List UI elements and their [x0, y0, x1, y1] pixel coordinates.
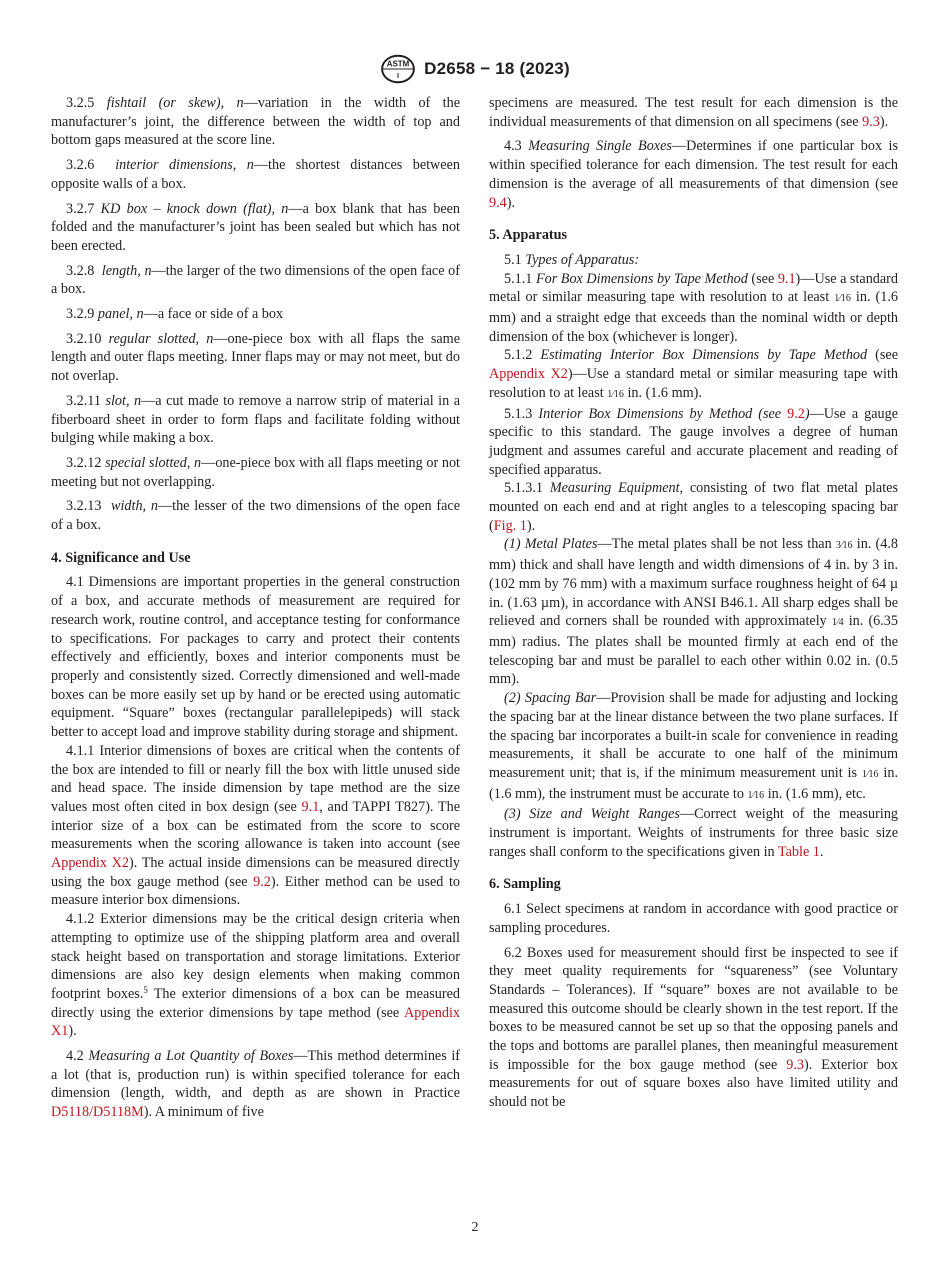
paragraph-4-1-1: 4.1.1 Interior dimensions of boxes are critical when the contents of the box are intended to fill or nearly fill the box with little unused side and head space. The inside dimension by tape method are the size values most often cited in box design (see 9.1, and TAPPI T827). The interior size of a box can be estimated from the score to score measurements when the scoring allowance is taken into account (see Appendix X2). The actual inside dimensions can be measured directly using the box gauge method (see 9.2). Either method can be used to measure interior box dimensions.	[51, 742, 460, 909]
footnote-ref: 5	[143, 984, 148, 995]
left-column	[51, 94, 460, 1122]
link-appendix-x1[interactable]: Appendix X1	[51, 1004, 460, 1040]
link-appendix-x2[interactable]: Appendix X2	[51, 855, 130, 872]
link-9-2-apparatus[interactable]: 9.2	[787, 405, 805, 422]
definition-3-2-13: 3.2.13 width, n—the lesser of the two dimensions of the open face of a box.	[51, 498, 461, 534]
page-header	[0, 52, 950, 86]
definition-3-2-5: 3.2.5 fishtail (or skew), n—variation in the width of the manufacturer’s joint, the difference between the width of top and bottom gaps measured at the score line.	[51, 95, 461, 149]
definition-3-2-11: 3.2.11 slot, n—a cut made to remove a narrow strip of material in a fiberboard sheet in order to form flaps and facilitate folding without bulging while making a box.	[51, 392, 460, 447]
link-fig-1[interactable]: Fig. 1	[493, 517, 527, 534]
link-table-1[interactable]: Table 1	[777, 843, 820, 860]
definition-3-2-7: 3.2.7 KD box – knock down (flat), n—a box blank that has been folded and the manufacturer’s joint has been sealed but which has not been erected.	[51, 200, 461, 254]
paragraph-5-1: 5.1 Types of Apparatus:	[504, 251, 640, 268]
logo-text: ASTM	[386, 59, 410, 69]
definition-3-2-12: 3.2.12 special slotted, n—one-piece box with all flaps meeting or not meeting but not overlapping.	[51, 454, 460, 490]
link-9-1[interactable]: 9.1	[301, 798, 320, 815]
paragraph-4-2-continued: specimens are measured. The test result for each dimension is the individual measurements of that dimension on all specimens (see 9.3).	[489, 95, 898, 130]
section-heading-4: 4. Significance and Use	[51, 549, 191, 566]
paragraph-4-1: 4.1 Dimensions are important properties in the general construction of a box, and accurate methods of measurement are required for research work, routine control, and acceptance testing for conformance to specifications. For packages to carry and protect their contents effectively and efficiently, boxes and interior components must be properly and consistently sized. Correctly dimensioned and well-made boxes can be more easily set up by hand or be erected using automatic equipment. “Square” boxes (rectangular parallelepipeds) will stack better to accept load and improve stability during storage and shipment.	[51, 574, 460, 741]
paragraph-4-2: 4.2 Measuring a Lot Quantity of Boxes—This method determines if a lot (that is, production run) is within specified tolerance for each dimension (length, width, and depth as are shown in Practice D5118/D5118M). A minimum of five	[51, 1048, 460, 1121]
definition-3-2-6: 3.2.6 interior dimensions, n—the shortest distances between opposite walls of a box.	[51, 157, 460, 192]
link-9-1-apparatus[interactable]: 9.1	[777, 270, 796, 287]
link-9-3-sampling[interactable]: 9.3	[786, 1056, 804, 1073]
link-9-4[interactable]: 9.4	[489, 194, 507, 211]
definition-3-2-8: 3.2.8 length, n—the larger of the two dimensions of the open face of a box.	[51, 262, 460, 298]
link-appendix-x2-apparatus[interactable]: Appendix X2	[489, 366, 568, 383]
document-designation: D2658 − 18 (2023)	[424, 59, 570, 78]
paragraph-5-1-3-1: 5.1.3.1 Measuring Equipment, consisting of two flat metal plates mounted on each end and at right angles to a telescoping spacing bar (Fig. 1).	[489, 480, 898, 534]
link-9-2[interactable]: 9.2	[253, 873, 271, 890]
paragraph-6-2: 6.2 Boxes used for measurement should first be inspected to see if they meet quality requirements for “squareness” (see Voluntary Standards – Tolerances). If “square” boxes are not available to be measured this outcome should be clearly shown in the test report. If the boxes to be measured cannot be set up so that the opposing panels and the tops and bottoms are parallel planes, then meaningful measurement is impossible for the box gauge method (see 9.3). Exterior box measurements for out of square boxes also have limited utility and should not be	[489, 944, 898, 1111]
section-heading-5: 5. Apparatus	[489, 227, 568, 244]
paragraph-size-weight: (3) Size and Weight Ranges—Correct weight of the measuring instrument is important. Weights of instruments for three basic size ranges shall conform to the specifications given in Table 1.	[489, 806, 899, 860]
link-d5118[interactable]: D5118/D5118M	[51, 1104, 144, 1121]
definition-3-2-9: 3.2.9 panel, n—a face or side of a box	[66, 306, 284, 323]
right-column	[489, 94, 898, 1112]
section-heading-6: 6. Sampling	[489, 876, 561, 893]
svg-text:I: I	[397, 72, 400, 80]
paragraph-5-1-1: 5.1.1 For Box Dimensions by Tape Method (see 9.1)—Use a standard metal or similar measuring tape with resolution to at least 1⁄16 in. (1.6 mm) and a straight edge that exceeds than the nominal width or depth dimension of the box (whichever is longer).	[489, 270, 898, 345]
definition-3-2-10: 3.2.10 regular slotted, n—one-piece box with all flaps the same length and outer flaps meeting. Inner flaps may or may not meet, but do not overlap.	[51, 330, 460, 385]
page-number: 2	[471, 1220, 479, 1235]
paragraph-6-1: 6.1 Select specimens at random in accordance with good practice or sampling procedures.	[489, 901, 898, 936]
paragraph-spacing-bar: (2) Spacing Bar—Provision shall be made for adjusting and locking the spacing bar at the linear distance between the two plane surfaces. If the spacing bar incorporates a built-in scale for convenience in reading measurements, it shall be accurate to one half of the minimum measurement unit; that is, if the minimum measurement unit is 1⁄16 in. (1.6 mm), the instrument must be accurate to 1⁄16 in. (1.6 mm), etc.	[489, 690, 898, 802]
link-9-3[interactable]: 9.3	[862, 113, 880, 130]
paragraph-4-3: 4.3 Measuring Single Boxes—Determines if one particular box is within specified tolerance for each dimension. The test result for each dimension is the average of all measurements of that dimension (see 9.4).	[489, 138, 898, 211]
paragraph-4-1-2: 4.1.2 Exterior dimensions may be the critical design criteria when attempting to optimize use of the shipping platform area and overall stack height based on transportation and storage limitations. Exterior dimensions are also key design elements when making common footprint boxes.$^5$ The exterior dimensions of a box can be measured directly using the exterior dimensions by tape method (see Appendix X1).	[51, 911, 461, 1040]
paragraph-5-1-2: 5.1.2 Estimating Interior Box Dimensions by Tape Method (see Appendix X2)—Use a standard metal or similar measuring tape with resolution to at least 1⁄16 in. (1.6 mm).	[489, 347, 899, 401]
paragraph-5-1-3: 5.1.3 Interior Box Dimensions by Method (see 9.2)—Use a gauge specific to this standard. The gauge involves a degree of human judgment and assumes careful and accurate placement and reading of specified apparatus.	[489, 405, 898, 478]
astm-logo-icon	[380, 54, 416, 84]
paragraph-metal-plates: (1) Metal Plates—The metal plates shall be not less than 3⁄16 in. (4.8 mm) thick and shall have length and width dimensions of 4 in. by 3 in. (102 mm by 76 mm) with a maximum surface roughness height of 64 µ in. (1.63 µm), in accordance with ANSI B46.1. All sharp edges shall be relieved and corners shall be rounded with approximately 1⁄4 in. (6.35 mm) radius. The plates shall be mounted firmly at each end of the telescoping bar and must be parallel to each other within 0.02 in. (0.5 mm).	[489, 536, 898, 688]
